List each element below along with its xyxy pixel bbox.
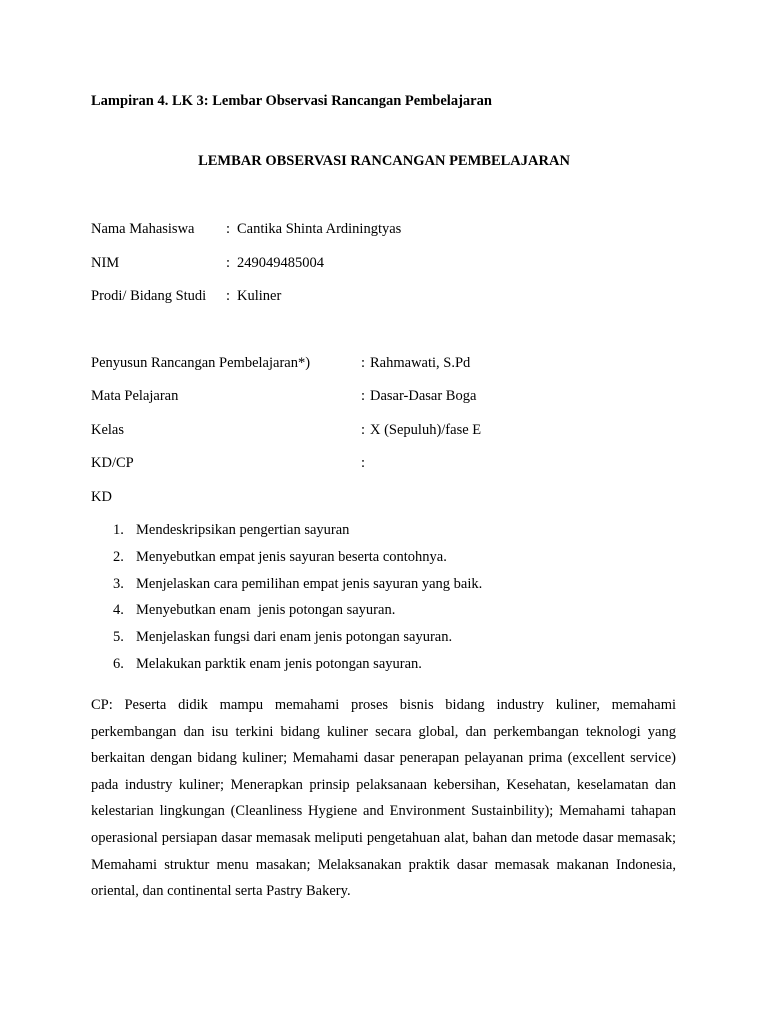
field-label: Nama Mahasiswa: [91, 221, 195, 237]
attachment-heading: Lampiran 4. LK 3: Lembar Observasi Rancangan Pembelajaran: [91, 93, 492, 109]
field-label: Penyusun Rancangan Pembelajaran*): [91, 355, 311, 371]
list-text: Menjelaskan cara pemilihan empat jenis sayuran yang baik.: [136, 575, 483, 592]
field-label: Prodi/ Bidang Studi: [91, 288, 207, 304]
list-number: 2.: [113, 548, 124, 565]
field-separator: :: [361, 388, 366, 404]
field-value: 249049485004: [237, 255, 324, 271]
field-value: Dasar-Dasar Boga: [370, 388, 477, 404]
field-value: X (Sepuluh)/fase E: [370, 422, 482, 438]
field-separator: :: [226, 255, 231, 271]
list-text: Menjelaskan fungsi dari enam jenis potongan sayuran.: [136, 629, 453, 646]
cp-paragraph: CP: Peserta didik mampu memahami proses bisnis bidang industry kuliner, memahami perkembangan dan isu terkini bidang kuliner secara global, dan perkembangan teknologi yang berkaitan dengan bidang kuliner; Memahami dasar penerapan pelayanan prima (excellent service) pada industry kuliner; Menerapkan prinsip pelaksanaan kebersihan, Kesehatan, keselamatan dan kelestarian lingkungan (Cleanliness Hygiene and Environment Sustainbility); Memahami tahapan operasional persiapan dasar memasak meliputi pengetahuan alat, bahan dan metode dasar memasak; Memahami struktur menu masakan; Melaksanakan praktik dasar memasak makanan Indonesia, oriental, dan continental serta Pastry Bakery.: [91, 697, 676, 900]
field-label: NIM: [91, 255, 120, 271]
list-number: 4.: [113, 602, 124, 619]
list-text: Menyebutkan empat jenis sayuran beserta contohnya.: [136, 548, 447, 565]
field-separator: :: [361, 455, 366, 471]
list-number: 1.: [113, 522, 124, 538]
field-value: Cantika Shinta Ardiningtyas: [237, 221, 402, 237]
field-label: Kelas: [91, 422, 125, 438]
list-number: 6.: [113, 655, 124, 672]
list-number: 3.: [113, 575, 124, 592]
field-value: Rahmawati, S.Pd: [370, 355, 471, 371]
kd-label: KD: [91, 489, 112, 505]
field-separator: :: [361, 355, 366, 371]
field-label: Mata Pelajaran: [91, 388, 179, 404]
field-separator: :: [226, 221, 231, 237]
field-separator: :: [226, 288, 231, 304]
list-number: 5.: [113, 629, 124, 646]
field-value: Kuliner: [237, 288, 282, 304]
field-separator: :: [361, 422, 366, 438]
list-text: Mendeskripsikan pengertian sayuran: [136, 522, 350, 538]
list-text: Melakukan parktik enam jenis potongan sayuran.: [136, 655, 422, 672]
document-title: LEMBAR OBSERVASI RANCANGAN PEMBELAJARAN: [198, 153, 570, 169]
field-label: KD/CP: [91, 455, 134, 471]
list-text: Menyebutkan enam jenis potongan sayuran.: [136, 602, 396, 619]
